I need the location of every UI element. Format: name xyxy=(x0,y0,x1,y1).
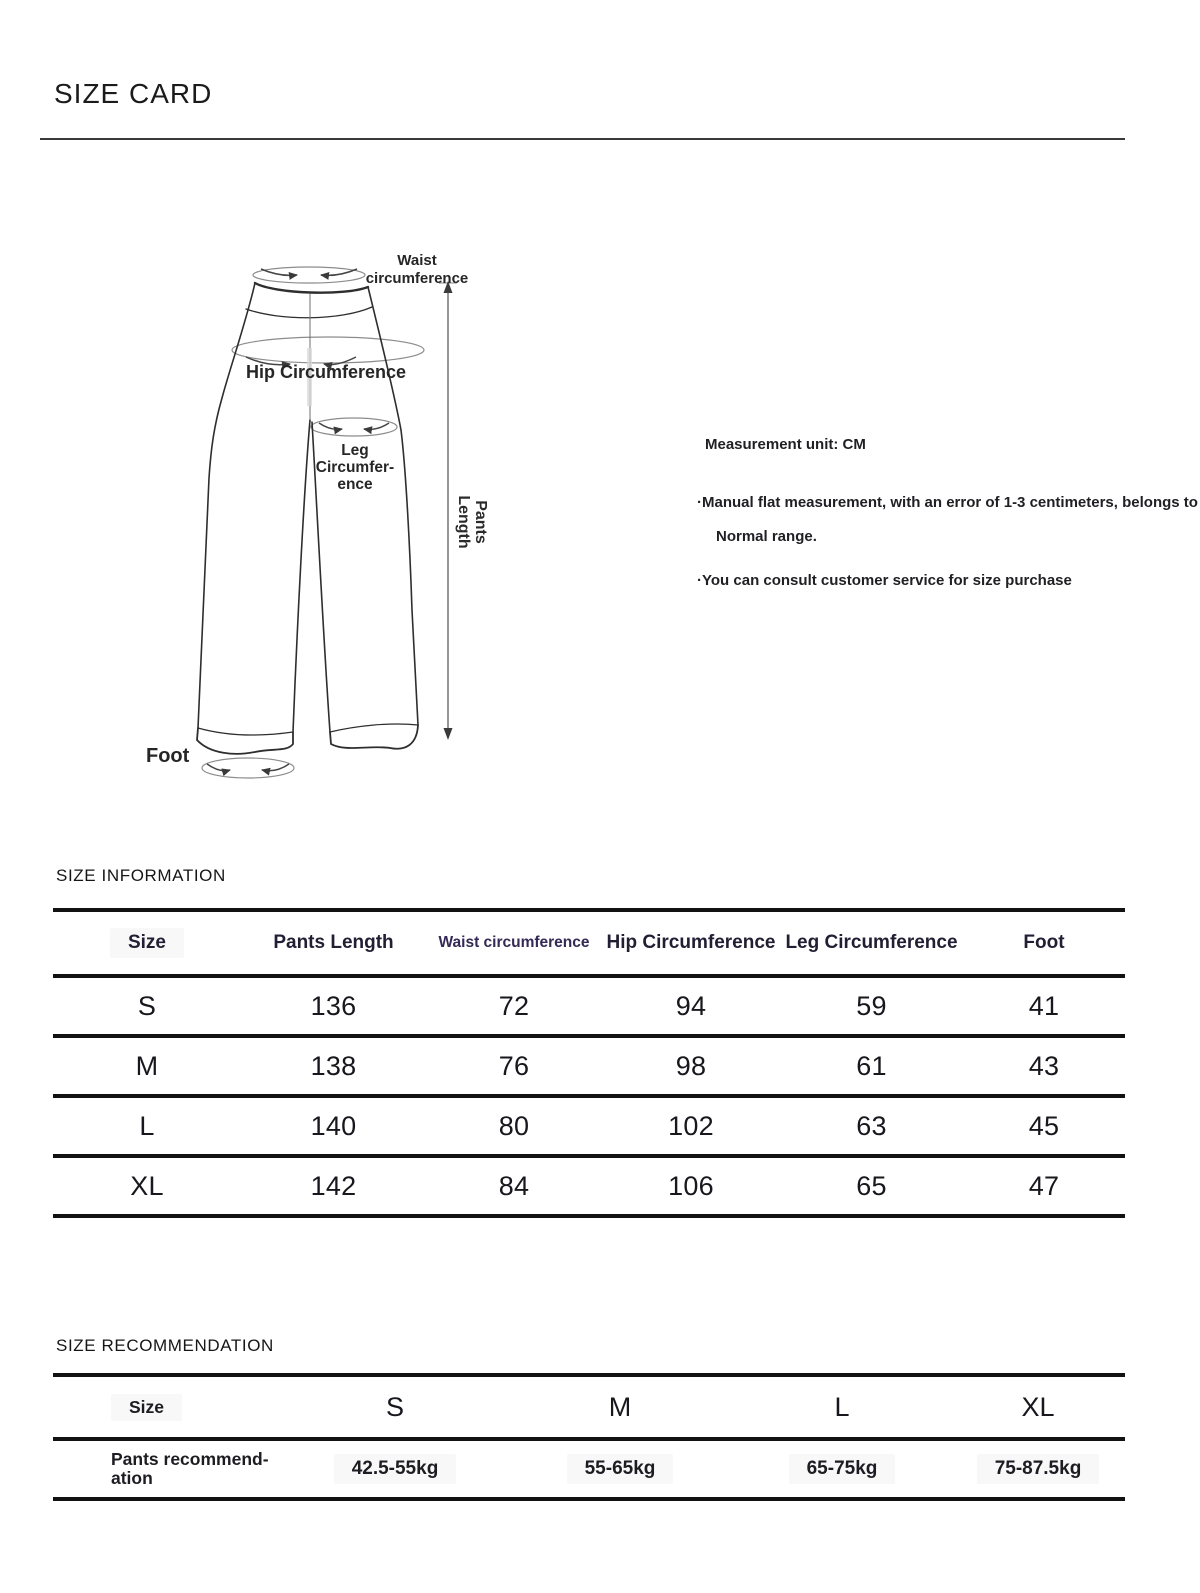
column-header-hip-circumference: Hip Circumference xyxy=(606,932,776,953)
left-inner-seam xyxy=(293,420,310,732)
waist-ellipse xyxy=(253,267,365,283)
cell-leg: 61 xyxy=(856,1050,887,1081)
manual-measurement-note: ·Manual flat measurement, with an error of 1-3 centimeters, belongs to xyxy=(697,494,1198,511)
column-header-waist-circumference: Waist circumference xyxy=(438,934,590,951)
cell-hip: 106 xyxy=(668,1170,714,1201)
title-divider xyxy=(40,138,1125,140)
manual-measurement-note-cont: Normal range. xyxy=(716,528,817,545)
size-information-header-row xyxy=(53,912,1125,974)
waist-circumference-label: Waist circumference xyxy=(365,252,469,287)
leg-ellipse xyxy=(311,418,397,436)
reco-weight-m: 55-65kg xyxy=(507,1454,733,1484)
size-row-l xyxy=(53,1094,1125,1154)
cell-pants-length: 142 xyxy=(310,1170,357,1201)
reco-column-s: S xyxy=(385,1391,404,1422)
pants-length-label: Pants Length xyxy=(455,495,489,549)
right-hem-top xyxy=(330,724,418,732)
waistband-bottom xyxy=(246,307,372,318)
right-outer-seam xyxy=(368,287,418,725)
cell-foot: 41 xyxy=(1028,990,1060,1021)
cell-waist: 84 xyxy=(498,1170,530,1201)
cell-pants-length: 136 xyxy=(310,990,357,1021)
cell-foot: 43 xyxy=(1028,1050,1060,1081)
cell-size: M xyxy=(135,1050,159,1081)
reco-column-l: L xyxy=(834,1391,850,1422)
pants-recommendation-label: Pants recommend- ation xyxy=(111,1449,269,1488)
reco-column-m: M xyxy=(608,1391,632,1422)
cell-size: L xyxy=(139,1110,155,1141)
consult-service-note: ·You can consult customer service for size purchase xyxy=(697,572,1072,589)
foot-arrow-right xyxy=(262,764,289,771)
pants-line-art-svg xyxy=(140,230,660,790)
column-header-leg-circumference: Leg Circumference xyxy=(785,932,958,953)
size-recommendation-table xyxy=(53,1373,1125,1501)
size-row-xl xyxy=(53,1154,1125,1214)
size-information-heading: SIZE INFORMATION xyxy=(56,866,226,885)
cell-leg: 65 xyxy=(856,1170,887,1201)
left-outer-seam xyxy=(198,283,255,728)
cell-waist: 72 xyxy=(498,990,530,1021)
cell-foot: 47 xyxy=(1028,1170,1060,1201)
measure-ellipses xyxy=(202,267,424,778)
leg-arrow-right xyxy=(364,423,389,429)
column-header-pants-length: Pants Length xyxy=(273,932,394,953)
waist-top-edge xyxy=(255,283,368,293)
page-title: SIZE CARD xyxy=(54,78,213,109)
cell-hip: 98 xyxy=(675,1050,707,1081)
left-hem xyxy=(197,728,293,754)
leg-circumference-label: Leg Circumfer- ence xyxy=(315,442,395,493)
measure-arrows xyxy=(207,269,389,771)
size-row-m xyxy=(53,1034,1125,1094)
pants-measurement-diagram xyxy=(140,230,660,790)
cell-pants-length: 140 xyxy=(310,1110,357,1141)
cell-size: XL xyxy=(130,1170,164,1201)
cell-foot: 45 xyxy=(1028,1110,1060,1141)
size-row-s xyxy=(53,974,1125,1034)
cell-hip: 102 xyxy=(668,1110,714,1141)
column-header-size: Size xyxy=(53,928,241,958)
reco-weight-xl: 75-87.5kg xyxy=(951,1454,1125,1484)
reco-size-label: Size xyxy=(53,1394,283,1421)
cell-leg: 63 xyxy=(856,1110,887,1141)
hip-ellipse xyxy=(232,337,424,363)
column-header-foot: Foot xyxy=(1023,932,1065,953)
measurement-unit-note: Measurement unit: CM xyxy=(705,436,866,453)
cell-leg: 59 xyxy=(856,990,887,1021)
cell-size: S xyxy=(137,990,157,1021)
left-hem-top xyxy=(198,728,293,735)
size-recommendation-values-row xyxy=(53,1437,1125,1497)
right-hem xyxy=(330,725,418,749)
leg-arrow-left xyxy=(319,423,342,429)
cell-waist: 76 xyxy=(498,1050,530,1081)
cell-pants-length: 138 xyxy=(310,1050,357,1081)
cell-waist: 80 xyxy=(498,1110,530,1141)
foot-arrow-left xyxy=(207,764,230,771)
size-recommendation-header-row xyxy=(53,1377,1125,1437)
foot-label: Foot xyxy=(146,745,190,767)
reco-weight-s: 42.5-55kg xyxy=(283,1454,507,1484)
cell-hip: 94 xyxy=(675,990,707,1021)
hip-circumference-label: Hip Circumference xyxy=(245,362,407,382)
size-information-table xyxy=(53,908,1125,1218)
size-recommendation-heading: SIZE RECOMMENDATION xyxy=(56,1336,274,1355)
reco-column-xl: XL xyxy=(1021,1391,1055,1422)
reco-weight-l: 65-75kg xyxy=(733,1454,951,1484)
